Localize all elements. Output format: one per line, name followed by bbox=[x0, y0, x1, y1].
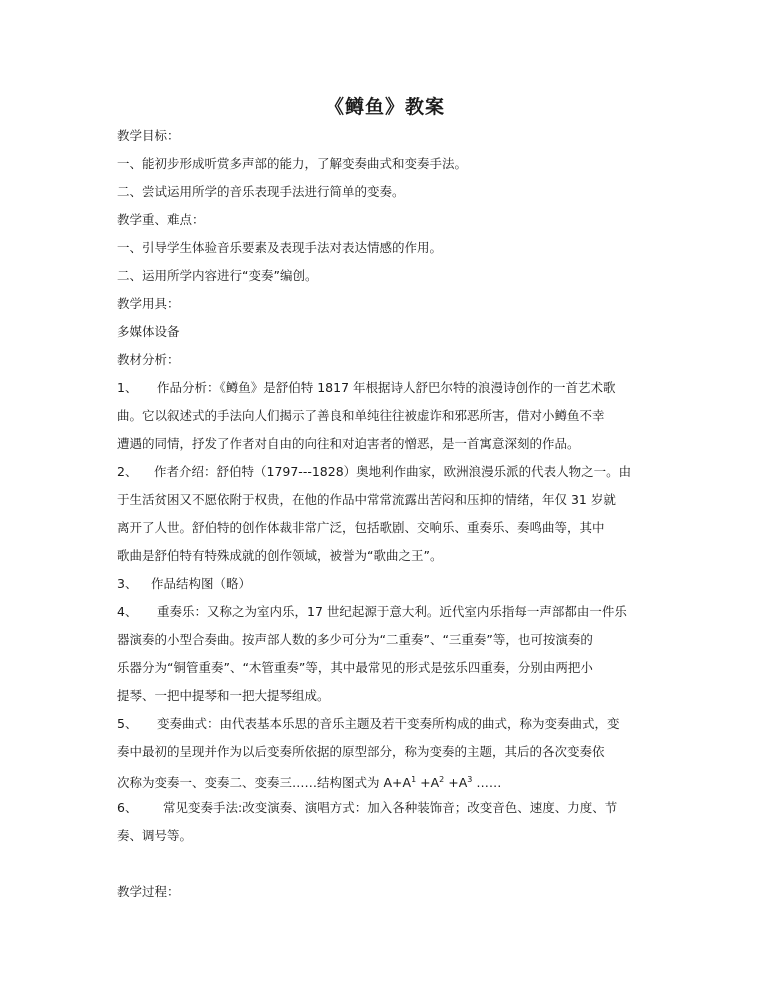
analysis-item-2-line-2: 于生活贫困又不愿依附于权贵，在他的作品中常常流露出苦闷和压抑的情绪，年仅 31 岁就 bbox=[117, 492, 616, 507]
key-point-item-1: 一、引导学生体验音乐要素及表现手法对表达情感的作用。 bbox=[117, 240, 443, 255]
section-heading-analysis: 教材分析： bbox=[117, 352, 180, 367]
structure-text-plus-1: +A bbox=[416, 775, 440, 790]
section-heading-objectives: 教学目标： bbox=[117, 128, 180, 143]
item-text: 重奏乐：又称之为室内乐，17 世纪起源于意大利。近代室内乐指每一声部都由一件乐 bbox=[157, 604, 627, 619]
analysis-item-2-line-3: 离开了人世。舒伯特的创作体裁非常广泛，包括歌剧、交响乐、重奏乐、奏鸣曲等，其中 bbox=[117, 520, 605, 535]
item-number: 4、 bbox=[117, 604, 138, 619]
analysis-item-4-line-3: 乐器分为“铜管重奏”、“木管重奏”等，其中最常见的形式是弦乐四重奏，分别由两把小 bbox=[117, 660, 593, 675]
analysis-item-6-line-2: 奏、调号等。 bbox=[117, 828, 193, 843]
structure-text-plus-2: +A bbox=[444, 775, 468, 790]
objective-item-1: 一、能初步形成听赏多声部的能力，了解变奏曲式和变奏手法。 bbox=[117, 156, 468, 171]
analysis-item-4 bbox=[117, 604, 627, 620]
analysis-item-5-line-3 bbox=[117, 772, 501, 791]
analysis-item-2-line-4: 歌曲是舒伯特有特殊成就的创作领域，被誉为“歌曲之王”。 bbox=[117, 548, 443, 563]
item-text: 作品结构图（略） bbox=[151, 576, 252, 591]
analysis-item-5 bbox=[117, 716, 620, 732]
analysis-item-1-line-2: 曲。它以叙述式的手法向人们揭示了善良和单纯往往被虚诈和邪恶所害，借对小鳟鱼不幸 bbox=[117, 408, 605, 423]
item-number: 3、 bbox=[117, 576, 138, 591]
superscript-1: 1 bbox=[411, 775, 417, 784]
item-number: 2、 bbox=[117, 464, 138, 479]
section-heading-key-points: 教学重、难点： bbox=[117, 212, 205, 227]
analysis-item-3 bbox=[117, 576, 251, 592]
item-text: 作者介绍：舒伯特（1797---1828）奥地利作曲家，欧洲浪漫乐派的代表人物之一。由 bbox=[154, 464, 632, 479]
analysis-item-4-line-4: 提琴、一把中提琴和一把大提琴组成。 bbox=[117, 688, 330, 703]
analysis-item-4-line-2: 器演奏的小型合奏曲。按声部人数的多少可分为“二重奏”、“三重奏”等，也可按演奏的 bbox=[117, 632, 593, 647]
analysis-item-2 bbox=[117, 464, 631, 480]
structure-text: 次称为变奏一、变奏二、变奏三……结构图式为 A+A bbox=[117, 775, 412, 790]
superscript-2: 2 bbox=[439, 775, 445, 784]
document-title: 《鳟鱼》教案 bbox=[324, 96, 445, 118]
section-heading-process: 教学过程： bbox=[117, 884, 180, 899]
analysis-item-5-line-2: 奏中最初的呈现并作为以后变奏所依据的原型部分，称为变奏的主题，其后的各次变奏依 bbox=[117, 744, 605, 759]
analysis-item-1-line-3: 遭遇的同情，抒发了作者对自由的向往和对迫害者的憎恶，是一首寓意深刻的作品。 bbox=[117, 436, 580, 451]
item-number: 5、 bbox=[117, 716, 138, 731]
item-text: 常见变奏手法:改变演奏、演唱方式：加入各种装饰音；改变音色、速度、力度、节 bbox=[163, 800, 618, 815]
item-number: 6、 bbox=[117, 800, 138, 815]
key-point-item-2: 二、运用所学内容进行“变奏”编创。 bbox=[117, 268, 318, 283]
item-text: 作品分析：《鳟鱼》是舒伯特 1817 年根据诗人舒巴尔特的浪漫诗创作的一首艺术歌 bbox=[157, 380, 616, 395]
analysis-item-6 bbox=[117, 800, 617, 816]
item-number: 1、 bbox=[117, 380, 138, 395]
superscript-3: 3 bbox=[467, 775, 473, 784]
item-text: 变奏曲式：由代表基本乐思的音乐主题及若干变奏所构成的曲式，称为变奏曲式，变 bbox=[157, 716, 620, 731]
structure-text-ellipsis: …… bbox=[472, 775, 502, 790]
section-heading-tools: 教学用具： bbox=[117, 296, 180, 311]
analysis-item-1 bbox=[117, 380, 616, 396]
objective-item-2: 二、尝试运用所学的音乐表现手法进行简单的变奏。 bbox=[117, 184, 405, 199]
tools-item: 多媒体设备 bbox=[117, 324, 180, 339]
